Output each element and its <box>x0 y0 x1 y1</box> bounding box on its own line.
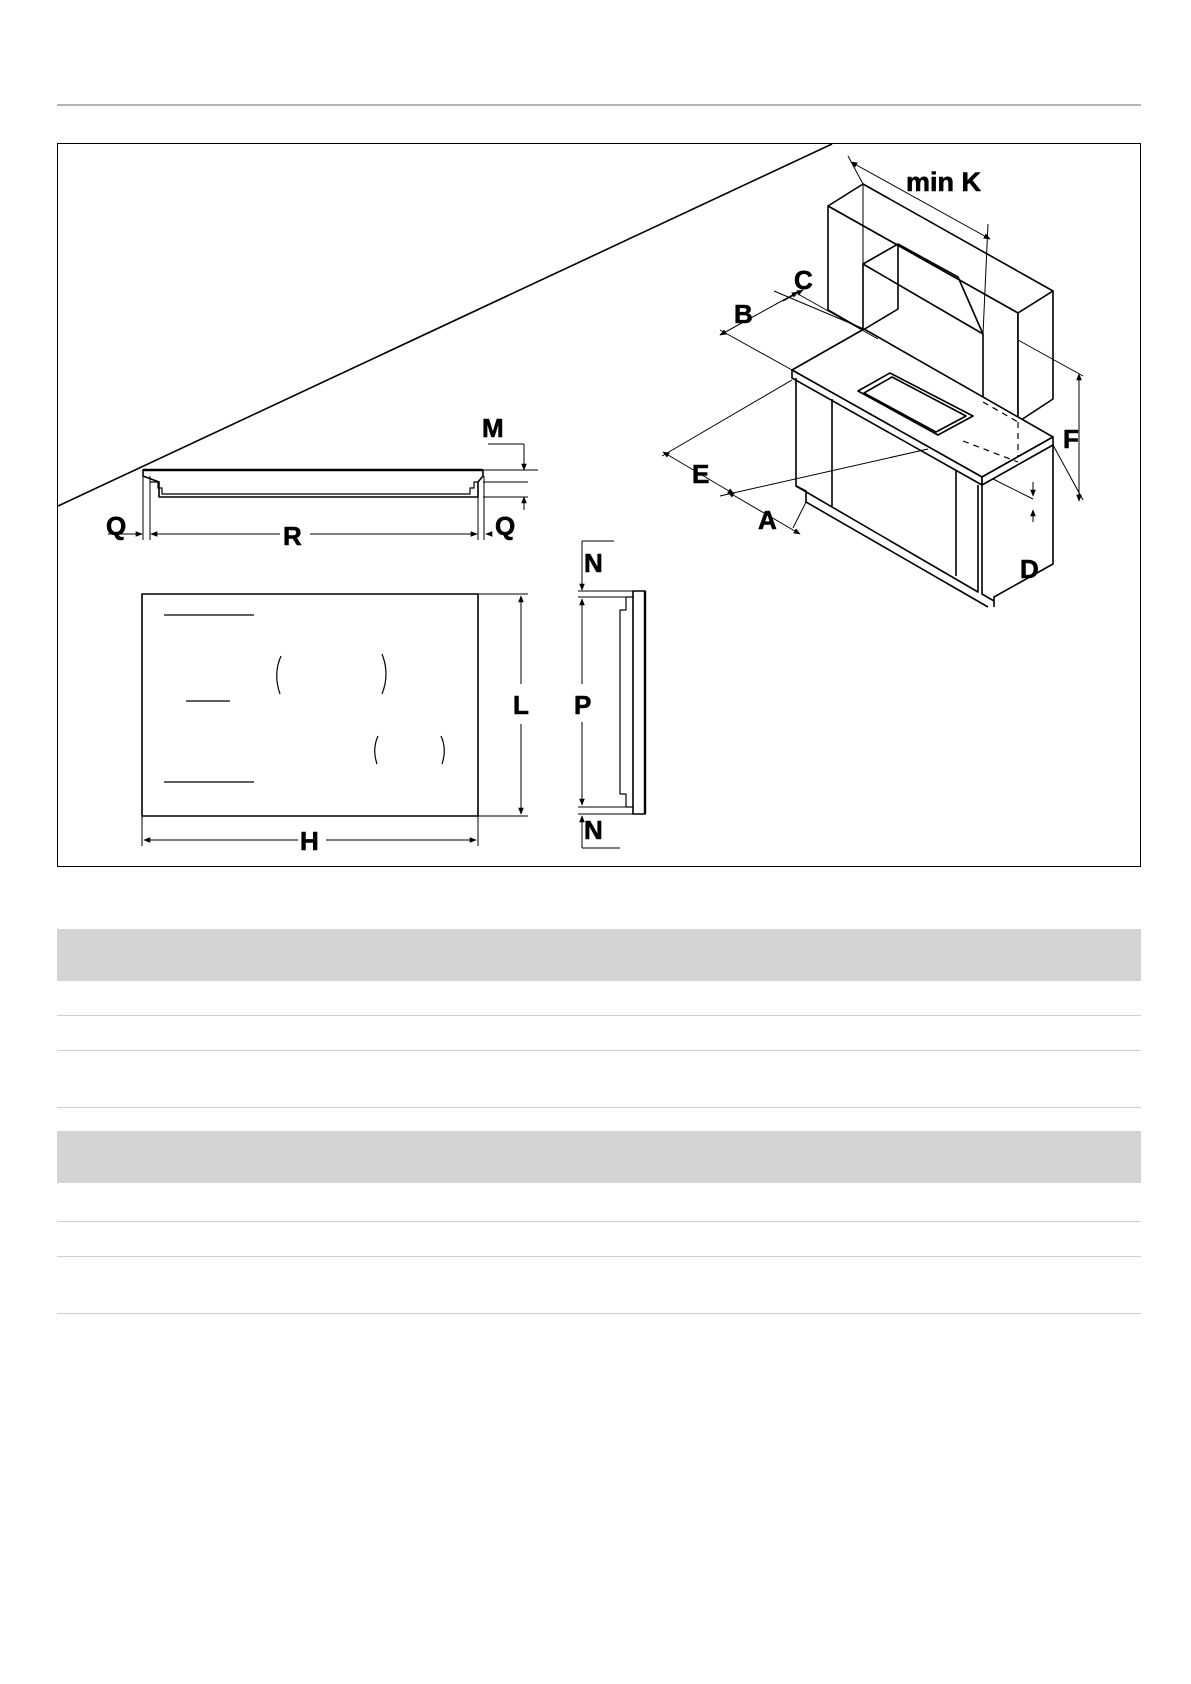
table-1-row-divider <box>57 1015 1141 1016</box>
table-2-header <box>57 1131 1141 1183</box>
top-rule <box>57 104 1141 106</box>
label-n-top: N <box>584 548 603 578</box>
label-p: P <box>574 690 592 720</box>
table-2-row-divider <box>57 1313 1141 1314</box>
label-b: B <box>734 299 753 329</box>
installation-diagram <box>57 143 1141 867</box>
label-min-k: min K <box>906 167 982 197</box>
label-m: M <box>482 413 504 443</box>
label-e: E <box>692 459 710 489</box>
label-n-bottom: N <box>584 815 603 845</box>
table-2-row-divider <box>57 1221 1141 1222</box>
side-section-drawing <box>143 470 483 497</box>
label-c: C <box>794 265 813 295</box>
installation-diagram-svg <box>58 144 1140 866</box>
front-section-drawing <box>620 591 645 814</box>
label-d: D <box>1020 554 1039 584</box>
table-2-row-divider <box>57 1256 1141 1257</box>
label-q-right: Q <box>495 511 516 541</box>
label-r: R <box>283 521 302 551</box>
table-1-row-divider <box>57 1107 1141 1108</box>
label-a: A <box>758 505 777 535</box>
top-view-drawing <box>142 594 478 816</box>
label-q-left: Q <box>106 511 127 541</box>
label-l: L <box>513 690 529 720</box>
table-1-row-divider <box>57 1050 1141 1051</box>
table-1-header <box>57 929 1141 981</box>
label-h: H <box>300 826 319 856</box>
label-f: F <box>1063 424 1079 454</box>
